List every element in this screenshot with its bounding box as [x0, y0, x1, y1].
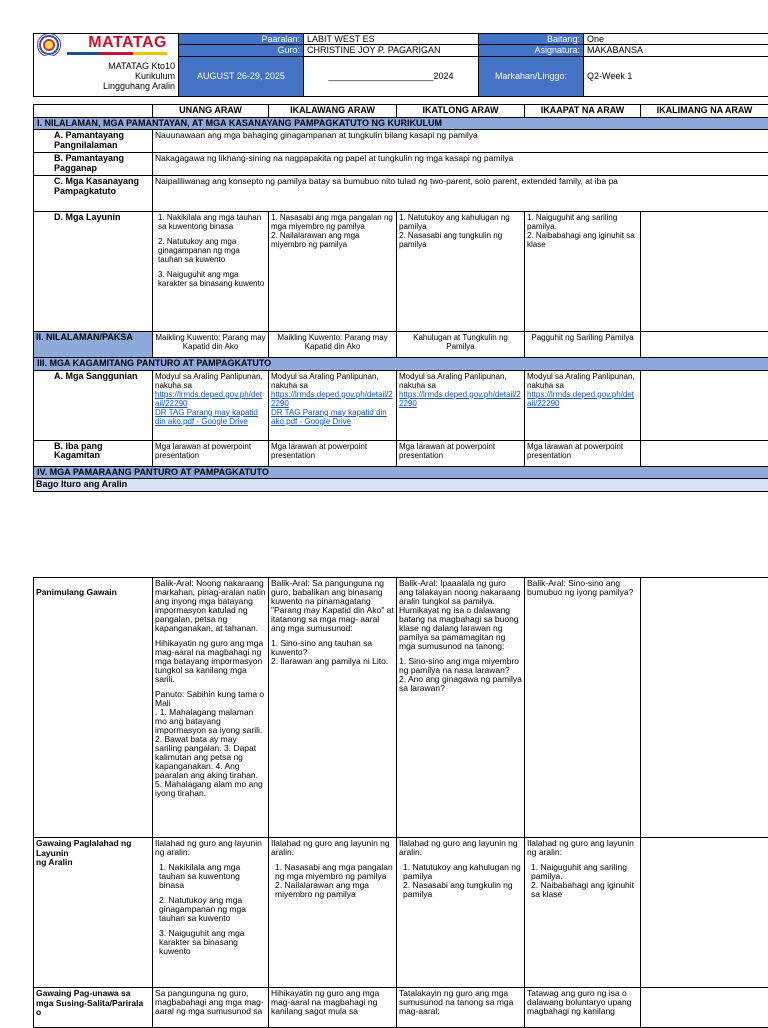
panimula-day-4: Balik-Aral: Sino-sino ang bumubuo ng iyong pamilya?: [525, 578, 641, 838]
kagamitan-day-1: Mga larawan at powerpoint presentation: [153, 440, 269, 466]
section-4-title: IV. MGA PAMARAANG PANTURO AT PAMPAGKATUTO: [34, 466, 768, 479]
paksa-day-3: Kahulugan at Tungkulin ng Pamilya: [397, 332, 525, 358]
day-3-header: IKATLONG ARAW: [397, 105, 525, 118]
drive-link[interactable]: DR TAG Parang may kapatid din ako.pdf - Google Drive: [155, 408, 266, 426]
iba-pang-kagamitan-label: B. Iba pang Kagamitan: [34, 440, 153, 466]
curriculum-title: MATATAG Kto10 Kurikulum Lingguhang Aralin: [34, 56, 179, 96]
paksa-day-4: Pagguhit ng Sariling Pamilya: [525, 332, 641, 358]
panimula-day-1: Balik-Aral: Noong nakaraang markahan, pinag-aralan natin ang inyong mga batayang impormasyon katulad ng pangalan, petsa ng kapanganakan, at tahanan. Hihikayatin ng guro ang mga mag-aaral na magbahagi ng mga batayang impormasyon tungkol sa kanilang mga sarili. Panuto: Sabihin kung tama o Mali . 1. Mahalagang malaman mo ang batayang impormasyon sa iyong sarili. 2. Bawat bata ay may sariling pangalan. 3. Dapat kalimutan ang petsa ng kapanganakan. 4. Ang paaralan ang aking tirahan. 5. Mahalagang alam mo ang iyong tirahan.: [153, 578, 269, 838]
asignatura-value: MAKABANSA: [584, 45, 768, 56]
paksa-day-2: Maikling Kuwento: Parang may Kapatid din Ako: [269, 332, 397, 358]
bago-ituro-label: Bago Ituro ang Aralin: [34, 479, 768, 492]
paglalahad-day-5: [641, 838, 768, 988]
reference-link[interactable]: https://lrmds.deped.gov.ph/detail/22290: [155, 390, 266, 408]
layunin-day-5: [641, 212, 768, 332]
lesson-header: [33, 33, 768, 93]
panimula-day-3: Balik-Aral: Ipaaalala ng guro ang talakayan noong nakaraang aralin tungkol sa pamilya. Humikayat ng isa o dalawang batang na magbahagi sa buong klase ng dalang larawan ng pamilya sa pamamagitan ng mga sumusunod na tanong: 1. Sino-sino ang mga miyembro ng pamilya na nasa larawan? 2. Ano ang ginagawa ng pamilya sa larawan?: [397, 578, 525, 838]
paksa-day-1: Maikling Kuwento: Parang may Kapatid din Ako: [153, 332, 269, 358]
markahan-label: Markahan/Linggo:: [479, 56, 584, 96]
date-range: AUGUST 26-29, 2025: [179, 56, 304, 96]
sanggunian-day-4: Modyul sa Araling Panlipunan, nakuha sa https://lrmds.deped.gov.ph/detail/22290: [525, 370, 641, 440]
kagamitan-day-3: Mga larawan at powerpoint presentation: [397, 440, 525, 466]
kagamitan-day-2: Mga larawan at powerpoint presentation: [269, 440, 397, 466]
matatag-logo-text: MATATAG: [67, 35, 167, 51]
day-1-header: UNANG ARAW: [153, 105, 269, 118]
kagamitan-day-5: [641, 440, 768, 466]
kasanayang-pampagkatuto-text: Naipaliliwanag ang konsepto ng pamilya batay sa bumubuo nito tulad ng two-parent, solo parent, extended family, at iba pa: [153, 176, 768, 212]
mga-layunin-label: D. Mga Layunin: [34, 212, 153, 332]
year-blank: _____________________2024: [304, 56, 479, 96]
asignatura-label: Asignatura:: [479, 45, 584, 56]
deped-logo: [37, 34, 175, 56]
pag-unawa-day-1: Sa pangunguna ng guro, magbabahagi ang mga mag-aaral ng mga sumusunod sa: [153, 988, 269, 1028]
panimula-day-2: Balik-Aral: Sa pangunguna ng guro, babalikan ang binasang kuwento na pinamagatang "Parang may Kapatid din Ako" at itatanong sa mga mag- aaral ang mga sumusunod: 1. Sino-sino ang tauhan sa kuwento? 2. Ilarawan ang pamilya ni Lito.: [269, 578, 397, 838]
pamantayang-pagganap-text: Nakagagawa ng likhang-sining na nagpapakita ng papel at tungkulin ng mga kasapi ng pamilya: [153, 153, 768, 176]
sanggunian-day-5: [641, 370, 768, 440]
baitang-label: Baitang:: [479, 34, 584, 45]
nilalaman-paksa-label: II. NILALAMAN/PAKSA: [34, 332, 153, 358]
day-5-header: IKALIMANG NA ARAW: [641, 105, 768, 118]
pamantayang-pangnilalaman-text: Nauunawaan ang mga bahaging ginagampanan at tungkulin bilang kasapi ng pamilya: [153, 130, 768, 153]
sanggunian-day-3: Modyul sa Araling Panlipunan, nakuha sa https://lrmds.deped.gov.ph/detail/22290: [397, 370, 525, 440]
layunin-day-3: 1. Natutukoy ang kahulugan ng pamilya 2. Nasasabi ang tungkulin ng pamilya: [397, 212, 525, 332]
paksa-day-5: [641, 332, 768, 358]
section-1-title: I. NILALAMAN, MGA PAMANTAYAN, AT MGA KASANAYANG PAMPAGKATUTO NG KURIKULUM: [34, 117, 768, 130]
layunin-day-2: 1. Nasasabi ang mga pangalan ng mga miyembro ng pamilya 2. Nailalarawan ang mga miyembro ng pamilya: [269, 212, 397, 332]
layunin-day-1: 1. Nakikilala ang mga tauhan sa kuwentong binasa 2. Natutukoy ang mga ginagampanan ng mga tauhan sa kuwento 3. Naiguguhit ang mga karakter sa binasang kuwento: [153, 212, 269, 332]
reference-link[interactable]: https://lrmds.deped.gov.ph/detail/22290: [527, 390, 638, 408]
sanggunian-day-1: Modyul sa Araling Panlipunan, nakuha sa https://lrmds.deped.gov.ph/detail/22290 DR TAG Parang may kapatid din ako.pdf - Google Drive: [153, 370, 269, 440]
pag-unawa-day-3: Tatalakayin ng guro ang mga sumusunod na tanong sa mga mag-aaral:: [397, 988, 525, 1028]
paglalahad-day-2: Ilalahad ng guro ang layunin ng aralin: 1. Nasasabi ang mga pangalan ng mga miyembro ng pamilya 2. Nailalarawan ang mga miyembro ng pamilya: [269, 838, 397, 988]
reference-link[interactable]: https://lrmds.deped.gov.ph/detail/22290: [271, 390, 394, 408]
day-4-header: IKAAPAT NA ARAW: [525, 105, 641, 118]
guro-label: Guro:: [179, 45, 304, 56]
sanggunian-day-2: Modyul sa Araling Panlipunan, nakuha sa https://lrmds.deped.gov.ph/detail/22290 DR TAG Parang may kapatid din ako.pdf - Google Drive: [269, 370, 397, 440]
panimula-day-5: [641, 578, 768, 838]
paglalahad-day-4: Ilalahad ng guro ang layunin ng aralin: 1. Naiguguhit ang sariling pamilya. 2. Naibabahagi ang iginuhit sa klase: [525, 838, 641, 988]
pamantayang-pangnilalaman-label: A. Pamantayang Pangnilalaman: [34, 130, 153, 153]
section-3-title: III. MGA KAGAMITANG PANTURO AT PAMPAGKATUTO: [34, 358, 768, 371]
pag-unawa-day-5: [641, 988, 768, 1028]
lesson-plan-table: [33, 104, 768, 492]
kasanayang-pampagkatuto-label: C. Mga Kasanayang Pampagkatuto: [34, 176, 153, 212]
drive-link[interactable]: DR TAG Parang may kapatid din ako.pdf - Google Drive: [271, 408, 394, 426]
day-2-header: IKALAWANG ARAW: [269, 105, 397, 118]
mga-sanggunian-label: A. Mga Sanggunian: [34, 370, 153, 440]
paaralan-label: Paaralan:: [179, 34, 304, 45]
paglalahad-day-1: Ilalahad ng guro ang layunin ng aralin: 1. Nakikilala ang mga tauhan sa kuwentong binasa 2. Natutukoy ang mga ginagampanan ng mga tauhan sa kuwento 3. Naiguguhit ang mga karakter sa binasang kuwento: [153, 838, 269, 988]
baitang-value: One: [584, 34, 768, 45]
pag-unawa-day-4: Tatawag ang guro ng isa o dalawang boluntaryo upang magbahagi ng kanilang: [525, 988, 641, 1028]
paglalahad-day-3: Ilalahad ng guro ang layunin ng aralin: 1. Natutukoy ang kahulugan ng pamilya 2. Nasasabi ang tungkulin ng pamilya: [397, 838, 525, 988]
guro-value: CHRISTINE JOY P. PAGARIGAN: [304, 45, 479, 56]
gawaing-paglalahad-label: Gawaing Paglalahad ng Layunin ng Aralin: [34, 838, 153, 988]
procedures-table: [33, 577, 768, 1028]
markahan-value: Q2-Week 1: [584, 56, 768, 96]
gawaing-pag-unawa-label: Gawaing Pag-unawa sa mga Susing-Salita/Parirala o: [34, 988, 153, 1028]
layunin-day-4: 1. Naiguguhit ang sariling pamilya. 2. Naibabahagi ang iginuhit sa klase: [525, 212, 641, 332]
reference-link[interactable]: https://lrmds.deped.gov.ph/detail/22290: [399, 390, 522, 408]
pag-unawa-day-2: Hihikayatin ng guro ang mga mag-aaral na magbahagi ng kanilang sagot mula sa: [269, 988, 397, 1028]
panimulang-gawain-label: Panimulang Gawain: [34, 578, 153, 838]
deped-seal-icon: [37, 34, 61, 57]
pamantayang-pagganap-label: B. Pamantayang Pagganap: [34, 153, 153, 176]
paaralan-value: LABIT WEST ES: [304, 34, 479, 45]
logo-area: [34, 34, 179, 57]
kagamitan-day-4: Mga larawan at powerpoint presentation: [525, 440, 641, 466]
